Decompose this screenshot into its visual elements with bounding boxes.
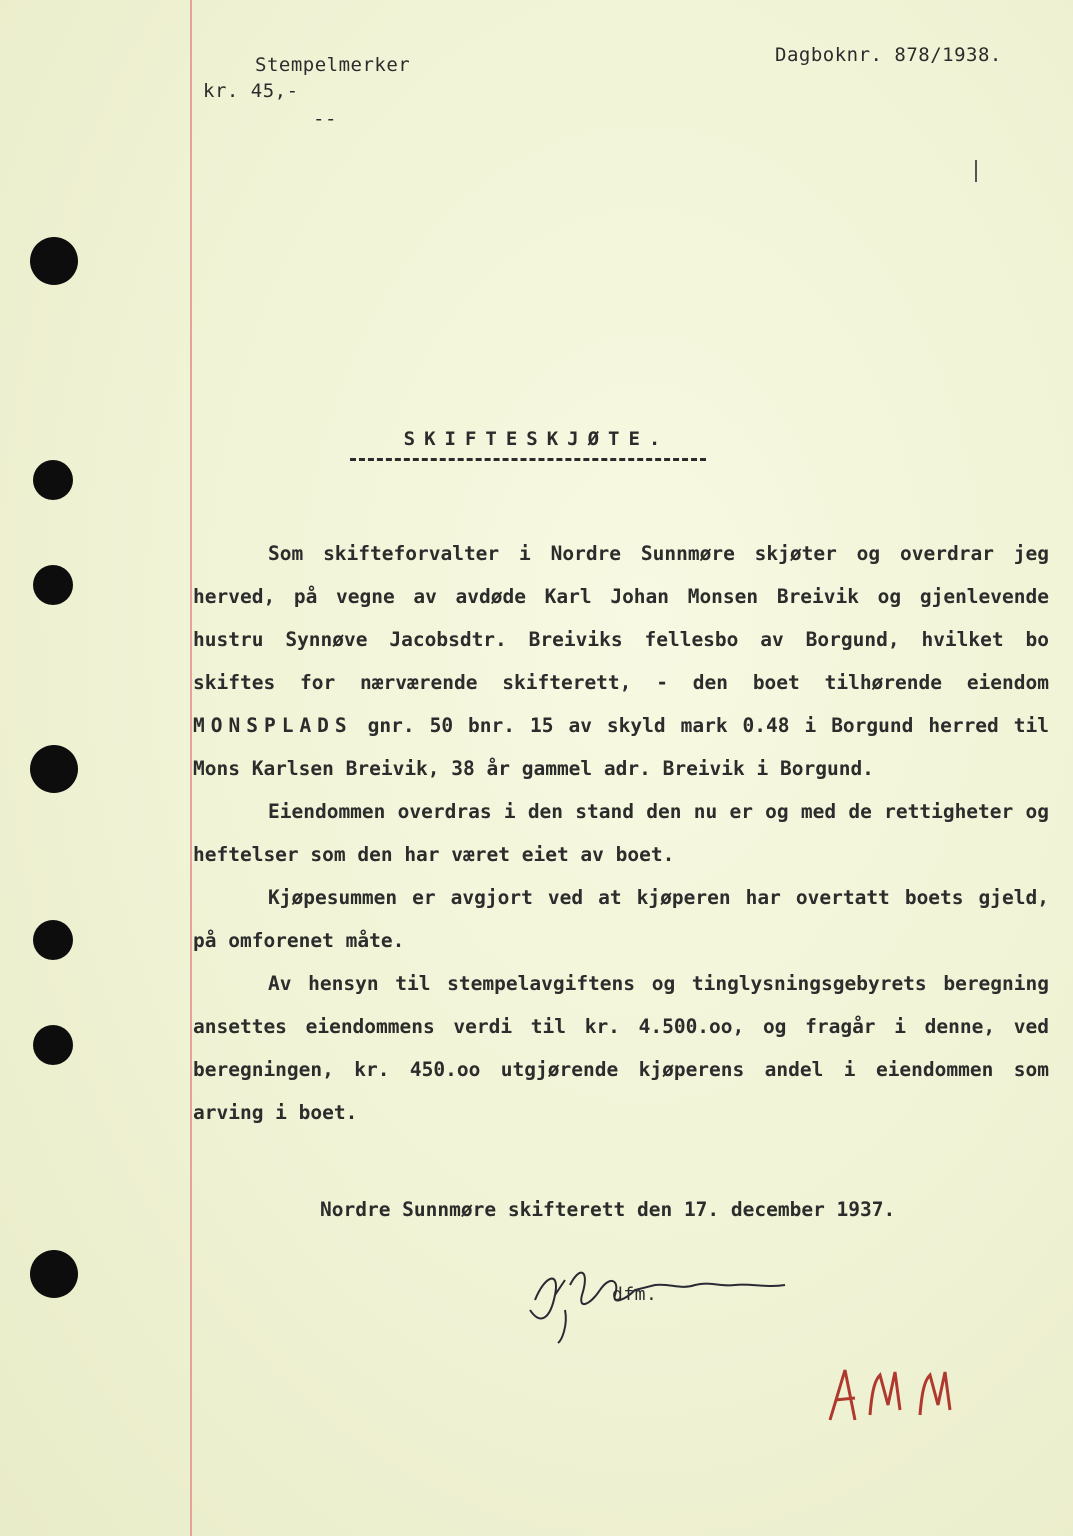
paragraph-1-after: gnr. 50 bnr. 15 av skyld mark 0.48 i Borgund herred til Mons Karlsen Breivik, 38 år gammel adr. Breivik i Borgund. bbox=[193, 714, 1049, 780]
punch-hole-2 bbox=[33, 460, 73, 500]
closing-line: Nordre Sunnmøre skifterett den 17. december 1937. bbox=[320, 1198, 896, 1221]
signature-handwritten bbox=[520, 1255, 820, 1345]
punch-hole-6 bbox=[33, 1025, 73, 1065]
punch-hole-3 bbox=[33, 565, 73, 605]
journal-number: Dagboknr. 878/1938. bbox=[775, 44, 1002, 66]
margin-tick bbox=[975, 160, 977, 182]
paragraph-1 bbox=[193, 532, 1049, 790]
paragraph-4: Av hensyn til stempelavgiftens og tinglysningsgebyrets beregning ansettes eiendommens verdi til kr. 4.500.oo, og fragår i denne, ved beregningen, kr. 450.oo utgjørende kjøperens andel i eiendommen som arving i boet. bbox=[193, 972, 1049, 1124]
punch-hole-5 bbox=[33, 920, 73, 960]
margin-rule bbox=[190, 0, 192, 1536]
stamp-dashes: -- bbox=[313, 108, 337, 130]
document-title-text: SKIFTESKJØTE. bbox=[403, 428, 670, 450]
paragraph-1-before: Som skifteforvalter i Nordre Sunnmøre skjøter og overdrar jeg herved, på vegne av avdøde Karl Johan Monsen Breivik og gjenlevende hustru Synnøve Jacobsdtr. Breiviks fellesbo av Borgund, hvilket bo skiftes for nærværende skifterett, - den boet tilhørende eiendom bbox=[193, 542, 1049, 694]
signature-title: dfm. bbox=[612, 1284, 658, 1305]
initials-red-ink bbox=[810, 1350, 990, 1440]
punch-hole-1 bbox=[30, 237, 78, 285]
paragraph-3: Kjøpesummen er avgjort ved at kjøperen har overtatt boets gjeld, på omforenet måte. bbox=[193, 886, 1049, 952]
property-name: MONSPLADS bbox=[193, 714, 353, 737]
stamp-info bbox=[203, 52, 411, 104]
stamp-label: Stempelmerker bbox=[255, 54, 411, 76]
punch-hole-4 bbox=[30, 745, 78, 793]
document-body bbox=[193, 532, 1049, 1134]
stamp-amount: kr. 45,- bbox=[203, 80, 299, 102]
punch-hole-7 bbox=[30, 1250, 78, 1298]
document-title bbox=[0, 428, 1073, 450]
title-underline bbox=[350, 458, 706, 461]
paragraph-2: Eiendommen overdras i den stand den nu er og med de rettigheter og heftelser som den har været eiet av boet. bbox=[193, 800, 1049, 866]
